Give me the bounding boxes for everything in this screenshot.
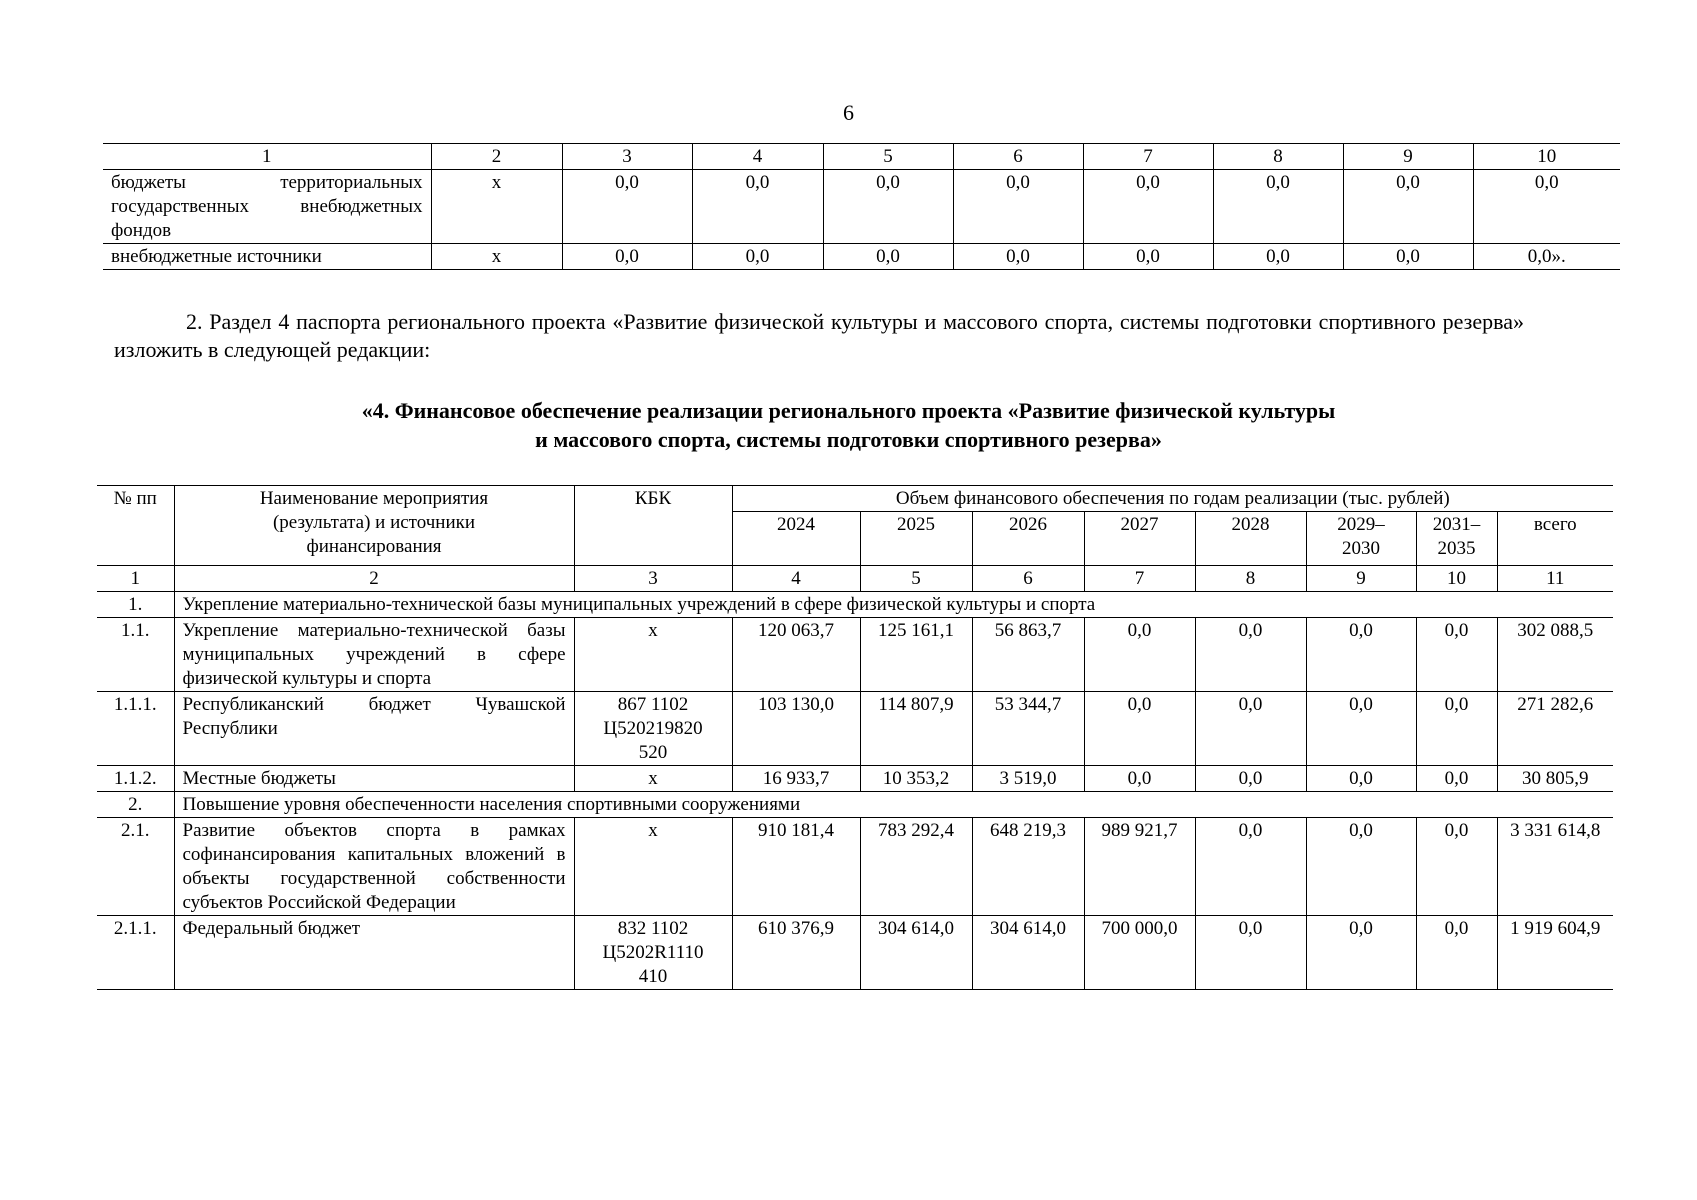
value-cell: 0,0 bbox=[562, 170, 692, 244]
col-number: 9 bbox=[1343, 144, 1473, 170]
value-cell: 0,0 bbox=[1084, 766, 1195, 792]
col-number: 7 bbox=[1084, 566, 1195, 592]
header-year: 2027 bbox=[1084, 512, 1195, 566]
value-cell: 783 292,4 bbox=[860, 818, 972, 916]
row-num: 1.1.2. bbox=[97, 766, 174, 792]
value-cell: 0,0 bbox=[1213, 244, 1343, 270]
value-cell: 0,0 bbox=[1306, 618, 1416, 692]
table-row bbox=[103, 170, 1620, 244]
col-number: 2 bbox=[174, 566, 574, 592]
value-cell: 120 063,7 bbox=[732, 618, 860, 692]
section-row bbox=[97, 592, 1613, 618]
page-number: 6 bbox=[843, 100, 854, 125]
col-number: 11 bbox=[1497, 566, 1613, 592]
value-cell: 0,0 bbox=[1195, 692, 1306, 766]
value-cell: 304 614,0 bbox=[972, 916, 1084, 990]
value-cell: 0,0 bbox=[692, 244, 823, 270]
header-name: Наименование мероприятия (результата) и источники финансирования bbox=[174, 486, 574, 566]
value-cell: 0,0 bbox=[823, 170, 953, 244]
amendment-paragraph: 2. Раздел 4 паспорта регионального проекта «Развитие физической культуры и массового спорта, системы подготовки спортивного резерва» изложить в следующей редакции: bbox=[114, 309, 1524, 362]
table-row bbox=[97, 916, 1613, 990]
value-cell: 0,0 bbox=[1306, 692, 1416, 766]
value-cell: 53 344,7 bbox=[972, 692, 1084, 766]
col-number: 6 bbox=[972, 566, 1084, 592]
value-cell: 114 807,9 bbox=[860, 692, 972, 766]
table-row bbox=[103, 244, 1620, 270]
kbk-cell: 832 1102 Ц5202R1110 410 bbox=[574, 916, 732, 990]
header-year: 2024 bbox=[732, 512, 860, 566]
header-year: 2028 bbox=[1195, 512, 1306, 566]
value-cell: 0,0 bbox=[1473, 170, 1620, 244]
value-cell: 56 863,7 bbox=[972, 618, 1084, 692]
value-cell: 0,0 bbox=[1195, 618, 1306, 692]
header-num: № пп bbox=[97, 486, 174, 566]
col-number: 10 bbox=[1473, 144, 1620, 170]
row-name: Укрепление материально-технической базы муниципальных учреждений в сфере физической культуры и спорта bbox=[174, 618, 574, 692]
value-cell: 0,0 bbox=[562, 244, 692, 270]
row-num: 1.1.1. bbox=[97, 692, 174, 766]
section-text: Укрепление материально-технической базы муниципальных учреждений в сфере физической культуры и спорта bbox=[174, 592, 1613, 618]
column-numbers-row bbox=[97, 566, 1613, 592]
value-cell: 0,0 bbox=[1416, 618, 1497, 692]
value-cell: 0,0 bbox=[1306, 916, 1416, 990]
row-name: Федеральный бюджет bbox=[174, 916, 574, 990]
col-number: 10 bbox=[1416, 566, 1497, 592]
value-cell: 0,0 bbox=[1306, 766, 1416, 792]
value-cell: 0,0 bbox=[953, 170, 1083, 244]
col-number: 8 bbox=[1195, 566, 1306, 592]
col-number: 8 bbox=[1213, 144, 1343, 170]
value-cell: 989 921,7 bbox=[1084, 818, 1195, 916]
section-row bbox=[97, 792, 1613, 818]
header-year: 2025 bbox=[860, 512, 972, 566]
col-number: 4 bbox=[732, 566, 860, 592]
header-year: 2029–2030 bbox=[1306, 512, 1416, 566]
value-cell: 0,0 bbox=[1083, 244, 1213, 270]
col-number: 3 bbox=[574, 566, 732, 592]
value-cell: 0,0 bbox=[1416, 692, 1497, 766]
value-cell: 0,0 bbox=[823, 244, 953, 270]
col-number: 9 bbox=[1306, 566, 1416, 592]
value-cell: 0,0 bbox=[1084, 692, 1195, 766]
column-numbers-row bbox=[103, 144, 1620, 170]
value-cell: 0,0 bbox=[1343, 244, 1473, 270]
value-cell: 10 353,2 bbox=[860, 766, 972, 792]
row-name: Республиканский бюджет Чувашской Республики bbox=[174, 692, 574, 766]
kbk-cell: 867 1102 Ц520219820 520 bbox=[574, 692, 732, 766]
kbk-cell: x bbox=[574, 618, 732, 692]
table-row bbox=[97, 692, 1613, 766]
header-row bbox=[97, 486, 1613, 512]
value-cell: 610 376,9 bbox=[732, 916, 860, 990]
row-num: 2.1. bbox=[97, 818, 174, 916]
value-cell: 3 519,0 bbox=[972, 766, 1084, 792]
table-row bbox=[97, 818, 1613, 916]
value-cell: 0,0 bbox=[1195, 916, 1306, 990]
value-cell: 1 919 604,9 bbox=[1497, 916, 1613, 990]
header-year: 2026 bbox=[972, 512, 1084, 566]
value-cell: 0,0 bbox=[1195, 766, 1306, 792]
header-kbk: КБК bbox=[574, 486, 732, 566]
value-cell: 0,0 bbox=[1416, 766, 1497, 792]
col-number: 2 bbox=[431, 144, 562, 170]
row-num: 1.1. bbox=[97, 618, 174, 692]
kbk-cell: x bbox=[574, 766, 732, 792]
row-name: Местные бюджеты bbox=[174, 766, 574, 792]
row-num: 2. bbox=[97, 792, 174, 818]
col-number: 5 bbox=[860, 566, 972, 592]
value-cell: 16 933,7 bbox=[732, 766, 860, 792]
value-cell: 0,0 bbox=[1416, 818, 1497, 916]
header-volume: Объем финансового обеспечения по годам реализации (тыс. рублей) bbox=[732, 486, 1613, 512]
value-cell: 0,0». bbox=[1473, 244, 1620, 270]
row-name: внебюджетные источники bbox=[103, 244, 431, 270]
value-cell: 3 331 614,8 bbox=[1497, 818, 1613, 916]
header-year: 2031–2035 bbox=[1416, 512, 1497, 566]
section-text: Повышение уровня обеспеченности населения спортивными сооружениями bbox=[174, 792, 1613, 818]
col-number: 1 bbox=[103, 144, 431, 170]
section-title-line: «4. Финансовое обеспечение реализации регионального проекта «Развитие физической культуры bbox=[361, 398, 1336, 423]
previous-table-continuation bbox=[103, 143, 1620, 270]
value-cell: 648 219,3 bbox=[972, 818, 1084, 916]
kbk-cell: x bbox=[574, 818, 732, 916]
table-row bbox=[97, 766, 1613, 792]
value-cell: 0,0 bbox=[692, 170, 823, 244]
financing-table bbox=[97, 485, 1613, 990]
value-cell: 304 614,0 bbox=[860, 916, 972, 990]
col-number: 6 bbox=[953, 144, 1083, 170]
value-cell: 271 282,6 bbox=[1497, 692, 1613, 766]
header-year: всего bbox=[1497, 512, 1613, 566]
row-name: Развитие объектов спорта в рамках софинансирования капитальных вложений в объекты государственной собственности субъектов Российской Федерации bbox=[174, 818, 574, 916]
kbk-cell: x bbox=[431, 244, 562, 270]
section-title bbox=[0, 396, 1697, 454]
value-cell: 0,0 bbox=[1213, 170, 1343, 244]
value-cell: 125 161,1 bbox=[860, 618, 972, 692]
row-num: 1. bbox=[97, 592, 174, 618]
value-cell: 700 000,0 bbox=[1084, 916, 1195, 990]
table-row bbox=[97, 618, 1613, 692]
col-number: 3 bbox=[562, 144, 692, 170]
value-cell: 0,0 bbox=[1343, 170, 1473, 244]
value-cell: 0,0 bbox=[1416, 916, 1497, 990]
value-cell: 0,0 bbox=[1306, 818, 1416, 916]
value-cell: 0,0 bbox=[953, 244, 1083, 270]
kbk-cell: x bbox=[431, 170, 562, 244]
col-number: 1 bbox=[97, 566, 174, 592]
value-cell: 910 181,4 bbox=[732, 818, 860, 916]
value-cell: 30 805,9 bbox=[1497, 766, 1613, 792]
col-number: 7 bbox=[1083, 144, 1213, 170]
col-number: 4 bbox=[692, 144, 823, 170]
row-name: бюджеты территориальных государственных внебюджетных фондов bbox=[103, 170, 431, 244]
value-cell: 0,0 bbox=[1084, 618, 1195, 692]
value-cell: 0,0 bbox=[1083, 170, 1213, 244]
value-cell: 0,0 bbox=[1195, 818, 1306, 916]
value-cell: 302 088,5 bbox=[1497, 618, 1613, 692]
col-number: 5 bbox=[823, 144, 953, 170]
row-num: 2.1.1. bbox=[97, 916, 174, 990]
section-title-line: и массового спорта, системы подготовки спортивного резерва» bbox=[535, 427, 1162, 452]
value-cell: 103 130,0 bbox=[732, 692, 860, 766]
